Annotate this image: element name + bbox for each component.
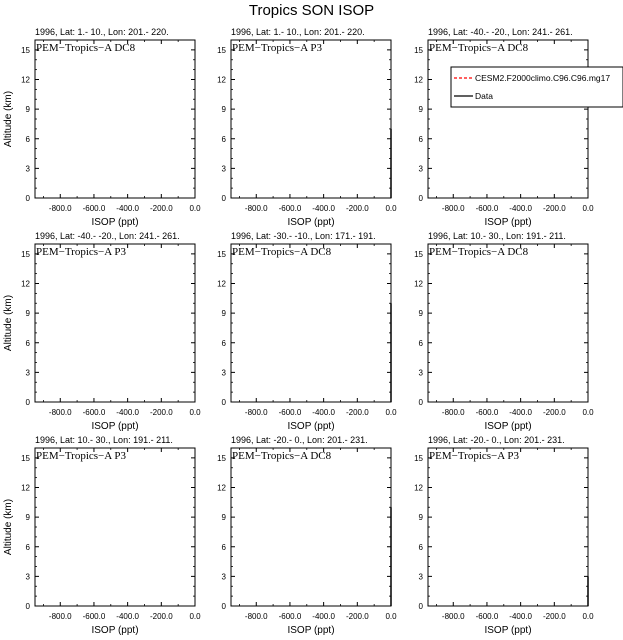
x-tick-label: -800.0 (244, 612, 268, 621)
x-axis-label-5: ISOP (ppt) (287, 421, 335, 432)
x-tick-label: -200.0 (345, 204, 369, 213)
y-tick-label: 6 (221, 542, 226, 552)
panel-title-7: 1996, Lat: 10.- 30., Lon: 191.- 211. (35, 435, 173, 445)
y-tick-label: 12 (217, 483, 226, 493)
x-tick-label: -600.0 (82, 204, 106, 213)
panel-title-5: 1996, Lat: -30.- -10., Lon: 171.- 191. (231, 231, 376, 241)
y-tick-label: 12 (21, 279, 30, 289)
campaign-label-6: PEM−Tropics−A DC8 (429, 246, 529, 258)
y-tick-label: 15 (414, 249, 423, 259)
plot-frame-8 (231, 448, 391, 606)
y-tick-label: 12 (21, 75, 30, 85)
x-tick-label: -800.0 (441, 204, 465, 213)
y-tick-label: 3 (221, 164, 226, 174)
y-tick-label: 12 (414, 279, 423, 289)
y-tick-label: 9 (25, 105, 30, 115)
y-tick-label: 3 (25, 164, 30, 174)
panel-title-9: 1996, Lat: -20.- 0., Lon: 201.- 231. (428, 435, 565, 445)
y-tick-label: 15 (414, 45, 423, 55)
x-tick-label: -200.0 (542, 408, 566, 417)
y-tick-label: 9 (221, 105, 226, 115)
figure-title: Tropics SON ISOP (248, 2, 375, 19)
y-tick-label: 15 (21, 249, 30, 259)
x-axis-label-3: ISOP (ppt) (484, 217, 532, 228)
x-tick-label: -400.0 (116, 408, 139, 417)
x-tick-label: -800.0 (244, 204, 268, 213)
y-tick-label: 6 (418, 134, 423, 144)
x-tick-label: -200.0 (149, 612, 173, 621)
y-tick-label: 6 (221, 338, 226, 348)
x-tick-label: -400.0 (509, 204, 532, 213)
plot-frame-7 (35, 448, 195, 606)
campaign-label-1: PEM−Tropics−A DC8 (36, 42, 136, 54)
y-tick-label: 9 (418, 105, 423, 115)
x-tick-label: -600.0 (475, 612, 499, 621)
x-tick-label: -200.0 (345, 612, 369, 621)
x-tick-label: -400.0 (509, 612, 532, 621)
x-tick-label: -200.0 (149, 204, 173, 213)
panel-title-3: 1996, Lat: -40.- -20., Lon: 241.- 261. (428, 27, 573, 37)
plot-frame-4 (35, 244, 195, 402)
campaign-label-4: PEM−Tropics−A P3 (36, 246, 126, 258)
x-tick-label: -800.0 (441, 408, 465, 417)
y-tick-label: 15 (217, 45, 226, 55)
y-axis-label-4: Altitude (km) (3, 294, 14, 352)
y-tick-label: 3 (221, 368, 226, 378)
y-tick-label: 6 (221, 134, 226, 144)
campaign-label-7: PEM−Tropics−A P3 (36, 450, 126, 462)
panel-title-6: 1996, Lat: 10.- 30., Lon: 191.- 211. (428, 231, 566, 241)
campaign-label-2: PEM−Tropics−A P3 (232, 42, 322, 54)
y-tick-label: 12 (21, 483, 30, 493)
x-tick-label: -400.0 (312, 612, 335, 621)
y-tick-label: 3 (25, 368, 30, 378)
y-tick-label: 3 (418, 368, 423, 378)
y-tick-label: 0 (418, 602, 423, 611)
y-tick-label: 0 (418, 398, 423, 407)
x-axis-label-6: ISOP (ppt) (484, 421, 532, 432)
y-tick-label: 6 (25, 542, 30, 552)
y-tick-label: 9 (418, 513, 423, 523)
x-tick-label: 0.0 (385, 204, 397, 213)
x-tick-label: -800.0 (48, 408, 72, 417)
y-tick-label: 15 (217, 453, 226, 463)
y-tick-label: 6 (418, 338, 423, 348)
y-tick-label: 0 (25, 602, 30, 611)
y-tick-label: 9 (25, 513, 30, 523)
plot-frame-9 (428, 448, 588, 606)
y-tick-label: 15 (217, 249, 226, 259)
y-tick-label: 3 (418, 164, 423, 174)
x-axis-label-2: ISOP (ppt) (287, 217, 335, 228)
y-axis-label-1: Altitude (km) (3, 90, 14, 148)
x-axis-label-1: ISOP (ppt) (91, 217, 139, 228)
x-axis-label-8: ISOP (ppt) (287, 625, 335, 636)
x-tick-label: -600.0 (278, 612, 302, 621)
y-tick-label: 9 (221, 309, 226, 319)
y-tick-label: 3 (418, 572, 423, 582)
x-tick-label: -400.0 (312, 204, 335, 213)
y-tick-label: 9 (25, 309, 30, 319)
campaign-label-5: PEM−Tropics−A DC8 (232, 246, 332, 258)
x-tick-label: -200.0 (345, 408, 369, 417)
plot-frame-3 (428, 40, 588, 198)
x-tick-label: -600.0 (82, 612, 106, 621)
x-axis-label-7: ISOP (ppt) (91, 625, 139, 636)
x-tick-label: 0.0 (385, 612, 397, 621)
x-tick-label: -600.0 (278, 408, 302, 417)
panel-title-8: 1996, Lat: -20.- 0., Lon: 201.- 231. (231, 435, 368, 445)
panel-title-4: 1996, Lat: -40.- -20., Lon: 241.- 261. (35, 231, 180, 241)
y-tick-label: 0 (221, 602, 226, 611)
plot-frame-2 (231, 40, 391, 198)
y-tick-label: 6 (25, 338, 30, 348)
y-tick-label: 9 (418, 309, 423, 319)
campaign-label-3: PEM−Tropics−A DC8 (429, 42, 529, 54)
y-axis-label-7: Altitude (km) (3, 498, 14, 556)
y-tick-label: 15 (414, 453, 423, 463)
campaign-label-8: PEM−Tropics−A DC8 (232, 450, 332, 462)
y-tick-label: 3 (221, 572, 226, 582)
legend-label-1: CESM2.F2000climo.C96.C96.mg17 (475, 73, 611, 83)
x-tick-label: 0.0 (582, 408, 594, 417)
x-tick-label: -400.0 (116, 204, 139, 213)
y-tick-label: 3 (25, 572, 30, 582)
x-tick-label: -600.0 (278, 204, 302, 213)
y-tick-label: 12 (217, 279, 226, 289)
panel-title-1: 1996, Lat: 1.- 10., Lon: 201.- 220. (35, 27, 169, 37)
x-axis-label-4: ISOP (ppt) (91, 421, 139, 432)
x-tick-label: -800.0 (441, 612, 465, 621)
x-tick-label: -600.0 (475, 408, 499, 417)
y-tick-label: 9 (221, 513, 226, 523)
y-tick-label: 12 (414, 75, 423, 85)
x-tick-label: 0.0 (189, 408, 201, 417)
panel-title-2: 1996, Lat: 1.- 10., Lon: 201.- 220. (231, 27, 365, 37)
y-tick-label: 0 (25, 398, 30, 407)
x-tick-label: 0.0 (189, 612, 201, 621)
campaign-label-9: PEM−Tropics−A P3 (429, 450, 519, 462)
plot-frame-5 (231, 244, 391, 402)
y-tick-label: 15 (21, 45, 30, 55)
x-tick-label: 0.0 (385, 408, 397, 417)
y-tick-label: 0 (221, 194, 226, 203)
x-tick-label: -600.0 (82, 408, 106, 417)
x-tick-label: -800.0 (48, 612, 72, 621)
x-tick-label: -400.0 (509, 408, 532, 417)
y-tick-label: 15 (21, 453, 30, 463)
y-tick-label: 12 (217, 75, 226, 85)
legend-label-2: Data (475, 91, 493, 101)
y-tick-label: 6 (418, 542, 423, 552)
x-tick-label: 0.0 (582, 204, 594, 213)
x-axis-label-9: ISOP (ppt) (484, 625, 532, 636)
y-tick-label: 0 (418, 194, 423, 203)
x-tick-label: -200.0 (542, 204, 566, 213)
x-tick-label: -800.0 (48, 204, 72, 213)
x-tick-label: -200.0 (149, 408, 173, 417)
x-tick-label: -400.0 (312, 408, 335, 417)
x-tick-label: 0.0 (189, 204, 201, 213)
plot-frame-6 (428, 244, 588, 402)
y-tick-label: 0 (221, 398, 226, 407)
plot-frame-1 (35, 40, 195, 198)
x-tick-label: -800.0 (244, 408, 268, 417)
y-tick-label: 0 (25, 194, 30, 203)
y-tick-label: 12 (414, 483, 423, 493)
x-tick-label: 0.0 (582, 612, 594, 621)
y-tick-label: 6 (25, 134, 30, 144)
x-tick-label: -400.0 (116, 612, 139, 621)
x-tick-label: -600.0 (475, 204, 499, 213)
x-tick-label: -200.0 (542, 612, 566, 621)
